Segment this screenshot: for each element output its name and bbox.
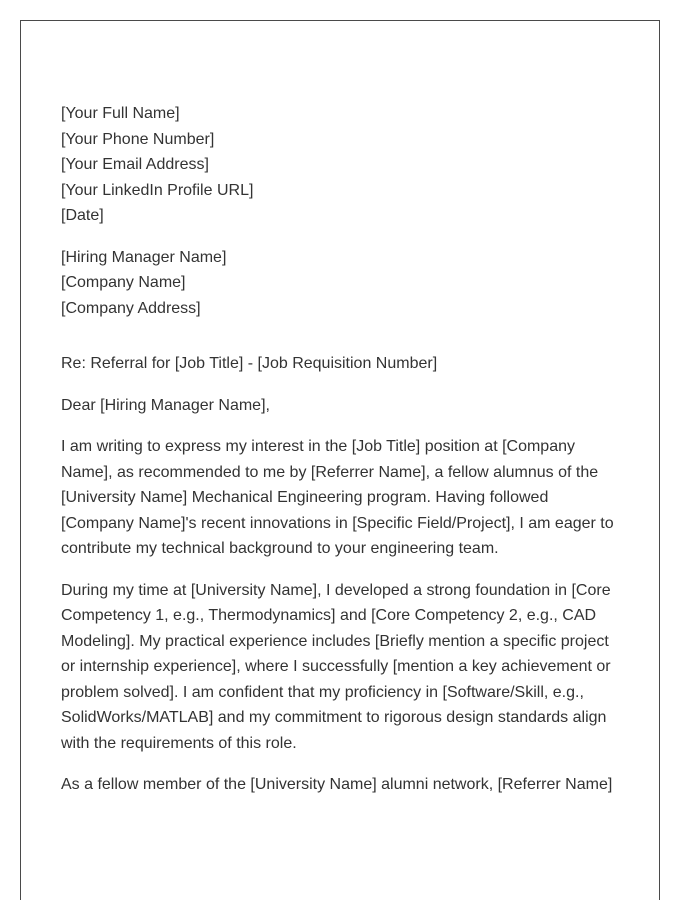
paragraph-line: Name], as recommended to me by [Referrer Name], a fellow alumnus of the (61, 463, 599, 481)
paragraph-line: with the requirements of this role. (61, 734, 297, 752)
paragraph-line: Modeling]. My practical experience includes [Briefly mention a specific project (61, 632, 609, 650)
paragraph-intro (61, 434, 621, 562)
paragraph-line: [University Name] Mechanical Engineering program. Having followed (61, 489, 549, 506)
paragraph-line: I am writing to express my interest in the [Job Title] position at [Company (61, 438, 575, 455)
sender-linkedin: [Your LinkedIn Profile URL] (61, 181, 254, 199)
subject-line: Re: Referral for [Job Title] - [Job Requisition Number] (61, 355, 438, 372)
paragraph-line: [Company Name]'s recent innovations in [Specific Field/Project], I am eager to (61, 514, 614, 532)
sender-email: [Your Email Address] (61, 156, 209, 173)
paragraph-alumni (61, 772, 621, 798)
recipient-address: [Company Address] (61, 299, 201, 317)
paragraph-line: problem solved]. I am confident that my proficiency in [Software/Skill, e.g., (61, 683, 584, 701)
paragraph-line: SolidWorks/MATLAB] and my commitment to rigorous design standards align (61, 709, 607, 726)
recipient-manager: [Hiring Manager Name] (61, 248, 227, 266)
cover-letter (61, 101, 621, 814)
paragraph-line: As a fellow member of the [University Name] alumni network, [Referrer Name] (61, 776, 613, 793)
sender-block (61, 101, 621, 229)
sender-name: [Your Full Name] (61, 105, 180, 122)
sender-phone: [Your Phone Number] (61, 130, 215, 148)
paragraph-line: During my time at [University Name], I developed a strong foundation in [Core (61, 581, 611, 599)
paragraph-line: Competency 1, e.g., Thermodynamics] and [Core Competency 2, e.g., CAD (61, 607, 597, 624)
document-page (20, 20, 660, 900)
recipient-company: [Company Name] (61, 274, 186, 291)
salutation: Dear [Hiring Manager Name], (61, 396, 270, 414)
letter-date: [Date] (61, 207, 104, 224)
paragraph-experience (61, 578, 621, 757)
paragraph-line: contribute my technical background to your engineering team. (61, 540, 499, 557)
paragraph-line: or internship experience], where I successfully [mention a key achievement or (61, 658, 611, 675)
recipient-block (61, 245, 621, 322)
